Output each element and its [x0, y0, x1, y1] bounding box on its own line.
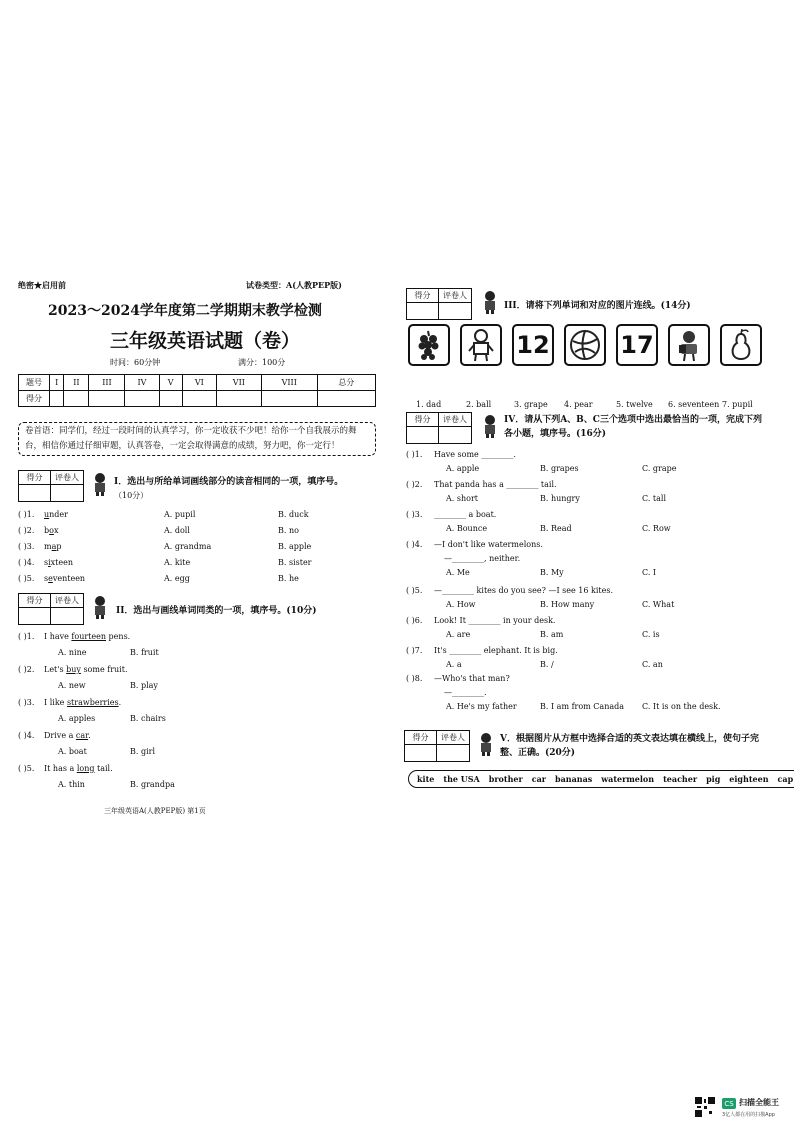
word-part: s: [44, 574, 49, 583]
score-cell[interactable]: [261, 391, 317, 407]
option-a: A. short: [446, 494, 478, 503]
score-col-total: 总分: [317, 375, 375, 391]
watermark-brand: 扫描全能王: [739, 1098, 779, 1107]
question-number[interactable]: ( )4.: [18, 558, 35, 567]
question-number[interactable]: ( )7.: [406, 646, 423, 655]
ball-picture-icon: [564, 324, 606, 366]
underlined-letters: i: [48, 558, 51, 567]
option-c: C. I: [642, 568, 657, 577]
sentence-part: .: [118, 698, 122, 707]
page-title: 三年级英语试题（卷）: [110, 330, 301, 352]
scorebox-score-cell[interactable]: [19, 485, 51, 501]
option-a: A. boat: [58, 747, 87, 756]
underlined-word: buy: [66, 665, 81, 674]
question-number[interactable]: ( )6.: [406, 616, 423, 625]
score-col-2: II: [64, 375, 89, 391]
grapes-picture-icon: [408, 324, 450, 366]
option-b: B. I am from Canada: [540, 702, 624, 711]
section3-title: III．请将下列单词和对应的图片连线。(14分): [504, 301, 691, 311]
right-page: [404, 270, 794, 810]
word-bank-item: pig: [706, 774, 721, 784]
score-col-6: VI: [182, 375, 216, 391]
question-number[interactable]: ( )4.: [406, 540, 423, 549]
motto-box: 卷首语：同学们，经过一段时间的认真学习，你一定收获不少吧！给你一个自我展示的舞台，相信你通过仔细审题，认真答卷，一定会取得满意的成绩，努力吧，你一定行！: [18, 422, 376, 456]
student-icon: [90, 472, 110, 496]
qr-code-icon: [694, 1096, 716, 1118]
student-icon: [480, 414, 500, 438]
page-footer: 三年级英语A(人教PEP版) 第1页: [104, 807, 206, 815]
underlined-word: car: [75, 731, 89, 740]
score-cell[interactable]: [216, 391, 261, 407]
number-12-picture: [512, 324, 554, 366]
question-number[interactable]: ( )2.: [406, 480, 423, 489]
option-a: A. grandma: [164, 542, 212, 551]
sentence-part: pens.: [106, 632, 131, 641]
underlined-letters: a: [51, 542, 57, 551]
scorebox-defen: 得分: [405, 731, 437, 745]
student-icon: [480, 290, 500, 314]
option-c: C. grape: [642, 464, 677, 473]
question-stem: —________ kites do you see? —I see 16 kites.: [434, 586, 614, 595]
underlined-letters: u: [44, 510, 50, 519]
question-word: [44, 526, 58, 535]
score-col-8: VIII: [261, 375, 317, 391]
question-number[interactable]: ( )2.: [18, 526, 35, 535]
option-c: C. an: [642, 660, 663, 669]
scorebox-score-cell[interactable]: [405, 745, 437, 761]
scorebox-defen: 得分: [19, 594, 51, 608]
option-a: A. How: [446, 600, 476, 609]
word-bank-item: watermelon: [601, 774, 655, 784]
word-bank-item: teacher: [663, 774, 698, 784]
underlined-letters: o: [49, 526, 54, 535]
question-stem: ________ a boat.: [434, 510, 497, 519]
scorebox-grader-cell[interactable]: [439, 427, 471, 443]
question-sentence: [44, 764, 113, 773]
scorebox-score-cell[interactable]: [407, 303, 439, 319]
underlined-word: fourteen: [71, 632, 107, 641]
question-number[interactable]: ( )1.: [18, 632, 35, 641]
scorebox-pingjuanren: 评卷人: [51, 594, 83, 608]
word-bank-item: brother: [488, 774, 523, 784]
option-b: B. How many: [540, 600, 595, 609]
section5-scorebox: [404, 730, 470, 762]
question-number[interactable]: ( )1.: [18, 510, 35, 519]
option-b: B. grandpa: [130, 780, 175, 789]
sentence-part: I like: [44, 698, 67, 707]
question-stem: —Who's that man?: [434, 674, 510, 683]
full-score-label: 满分：100分: [238, 358, 286, 367]
option-a: A. are: [446, 630, 471, 639]
scanner-logo-icon: CS: [722, 1098, 736, 1109]
section1-scorebox: [18, 470, 84, 502]
option-b: B. fruit: [130, 648, 159, 657]
score-col-1: I: [50, 375, 64, 391]
sentence-part: It has a: [44, 764, 77, 773]
matching-word: 3. grape: [514, 400, 548, 409]
option-b: B. no: [278, 526, 299, 535]
question-stem: That panda has a ________ tail.: [434, 480, 557, 489]
left-page: [18, 270, 378, 815]
score-col-4: IV: [125, 375, 159, 391]
scorebox-grader-cell[interactable]: [51, 485, 83, 501]
option-c: C. tall: [642, 494, 667, 503]
scorebox-pingjuanren: 评卷人: [51, 471, 83, 485]
word-bank: [408, 770, 794, 788]
question-number[interactable]: ( )3.: [18, 542, 35, 551]
score-table-row2-label: 得分: [19, 391, 50, 407]
word-bank-item: car: [531, 774, 546, 784]
question-sentence: [44, 632, 130, 641]
option-b: B. My: [540, 568, 564, 577]
question-number[interactable]: ( )2.: [18, 665, 35, 674]
underlined-word: strawberries: [66, 698, 119, 707]
score-table-row1-label: 题号: [19, 375, 50, 391]
sentence-part: .: [88, 731, 91, 740]
option-a: A. new: [58, 681, 86, 690]
question-number[interactable]: ( )3.: [406, 510, 423, 519]
option-b: B. chairs: [130, 714, 166, 723]
boy-picture-icon: [460, 324, 502, 366]
option-b: B. girl: [130, 747, 156, 756]
question-stem: Look! It ________ in your desk.: [434, 616, 556, 625]
option-b: B. am: [540, 630, 564, 639]
sentence-part: I have: [44, 632, 72, 641]
scorebox-score-cell[interactable]: [19, 608, 51, 624]
option-a: A. kite: [164, 558, 191, 567]
question-stem: It's ________ elephant. It is big.: [434, 646, 558, 655]
paper-type: 试卷类型：A(人教PEP版): [246, 280, 342, 290]
scorebox-grader-cell[interactable]: [439, 303, 471, 319]
option-a: A. Bounce: [446, 524, 488, 533]
sentence-part: Let's: [44, 665, 67, 674]
option-b: B. grapes: [540, 464, 579, 473]
option-b: B. Read: [540, 524, 572, 533]
question-number[interactable]: ( )5.: [18, 574, 35, 583]
option-a: A. doll: [164, 526, 190, 535]
school-year-title: 2023～2024学年度第二学期期末教学检测: [48, 303, 322, 319]
question-number[interactable]: ( )5.: [406, 586, 423, 595]
section1-points: （10分）: [114, 491, 149, 500]
section2-scorebox: [18, 593, 84, 625]
option-a: A. egg: [164, 574, 190, 583]
sentence-part: some fruit.: [80, 665, 128, 674]
matching-word: 5. twelve: [616, 400, 653, 409]
option-c: C. Row: [642, 524, 671, 533]
scorebox-pingjuanren: 评卷人: [437, 731, 469, 745]
student-icon: [476, 732, 496, 756]
word-part: venteen: [52, 574, 86, 583]
score-col-5: V: [159, 375, 182, 391]
score-col-7: VII: [216, 375, 261, 391]
option-a: A. nine: [58, 648, 87, 657]
question-stem-line2: —________.: [444, 688, 487, 697]
option-a: A. Me: [446, 568, 470, 577]
word-part: s: [44, 558, 49, 567]
section1-title: I．选出与所给单词画线部分的读音相同的一项，填序号。: [114, 477, 344, 487]
score-cell[interactable]: [64, 391, 89, 407]
scorebox-pingjuanren: 评卷人: [439, 413, 471, 427]
question-number[interactable]: ( )3.: [18, 698, 35, 707]
matching-word: 4. pear: [564, 400, 593, 409]
word-part: b: [44, 526, 50, 535]
matching-word: 1. dad: [416, 400, 442, 409]
option-b: B. he: [278, 574, 299, 583]
student-icon: [90, 595, 110, 619]
section5-title: V．根据图片从方框中选择合适的英文表达填在横线上，使句子完整、正确。(20分): [500, 734, 759, 758]
option-a: A. apple: [446, 464, 480, 473]
score-cell[interactable]: [182, 391, 216, 407]
question-sentence: [44, 731, 91, 740]
sentence-part: Drive a: [44, 731, 76, 740]
score-table-header-row: [19, 375, 376, 391]
option-a: A. apples: [58, 714, 96, 723]
question-number[interactable]: ( )8.: [406, 674, 423, 683]
watermark-sub: 3亿人都在用的扫描App: [722, 1112, 775, 1118]
word-bank-item: cap: [777, 774, 794, 784]
word-part: m: [44, 542, 52, 551]
secret-label: 绝密★启用前: [18, 280, 66, 290]
score-cell[interactable]: [317, 391, 375, 407]
word-bank-item: kite: [417, 774, 435, 784]
matching-word: 2. ball: [466, 400, 492, 409]
option-c: C. It is on the desk.: [642, 702, 721, 711]
score-cell[interactable]: [50, 391, 64, 407]
section2-title: II．选出与画线单词同类的一项，填序号。(10分): [116, 606, 317, 616]
option-a: A. pupil: [164, 510, 196, 519]
question-stem: —I don't like watermelons.: [434, 540, 543, 549]
word-bank-item: the USA: [443, 774, 480, 784]
question-word: [44, 542, 62, 551]
scorebox-grader-cell[interactable]: [51, 608, 83, 624]
scorebox-defen: 得分: [407, 413, 439, 427]
question-sentence: [44, 665, 128, 674]
score-cell[interactable]: [125, 391, 159, 407]
question-number[interactable]: ( )1.: [406, 450, 423, 459]
pupil-picture-icon: [668, 324, 710, 366]
word-part: x: [53, 526, 59, 535]
option-c: C. What: [642, 600, 675, 609]
pear-picture-icon: [720, 324, 762, 366]
score-cell[interactable]: [159, 391, 182, 407]
number-17-picture: [616, 324, 658, 366]
option-b: B. hungry: [540, 494, 580, 503]
option-b: B. duck: [278, 510, 309, 519]
question-word: [44, 510, 68, 519]
question-stem-line2: —________, neither.: [444, 554, 521, 563]
option-b: B. apple: [278, 542, 312, 551]
section4-scorebox: [406, 412, 472, 444]
question-word: [44, 574, 85, 583]
option-c: C. is: [642, 630, 660, 639]
underlined-letters: e: [48, 574, 53, 583]
word-bank-item: eighteen: [729, 774, 769, 784]
word-part: p: [56, 542, 62, 551]
scorebox-defen: 得分: [19, 471, 51, 485]
score-table-score-row: [19, 391, 376, 407]
question-number[interactable]: ( )5.: [18, 764, 35, 773]
question-sentence: [44, 698, 121, 707]
question-stem: Have some ________.: [434, 450, 516, 459]
option-a: A. He's my father: [446, 702, 517, 711]
scorebox-pingjuanren: 评卷人: [439, 289, 471, 303]
time-label: 时间：60分钟: [110, 358, 161, 367]
option-b: B. sister: [278, 558, 312, 567]
option-b: B. /: [540, 660, 554, 669]
picture-number-17: 17: [620, 331, 654, 359]
option-b: B. play: [130, 681, 158, 690]
option-a: A. thin: [58, 780, 85, 789]
section3-scorebox: [406, 288, 472, 320]
score-col-3: III: [89, 375, 125, 391]
section4-title: IV．请从下列A、B、C三个选项中选出最恰当的一项，完成下列各小题，填序号。(16分): [504, 415, 762, 439]
scorebox-score-cell[interactable]: [407, 427, 439, 443]
score-table: [18, 374, 376, 407]
question-number[interactable]: ( )4.: [18, 731, 35, 740]
sentence-part: tail.: [94, 764, 113, 773]
picture-number-12: 12: [516, 331, 550, 359]
matching-word: 7. pupil: [722, 400, 753, 409]
scorebox-defen: 得分: [407, 289, 439, 303]
score-cell[interactable]: [89, 391, 125, 407]
matching-word: 6. seventeen: [668, 400, 720, 409]
scorebox-grader-cell[interactable]: [437, 745, 469, 761]
question-word: [44, 558, 73, 567]
option-a: A. a: [446, 660, 462, 669]
underlined-word: long: [76, 764, 95, 773]
word-part: xteen: [50, 558, 74, 567]
word-part: nder: [49, 510, 68, 519]
word-bank-item: bananas: [554, 774, 593, 784]
